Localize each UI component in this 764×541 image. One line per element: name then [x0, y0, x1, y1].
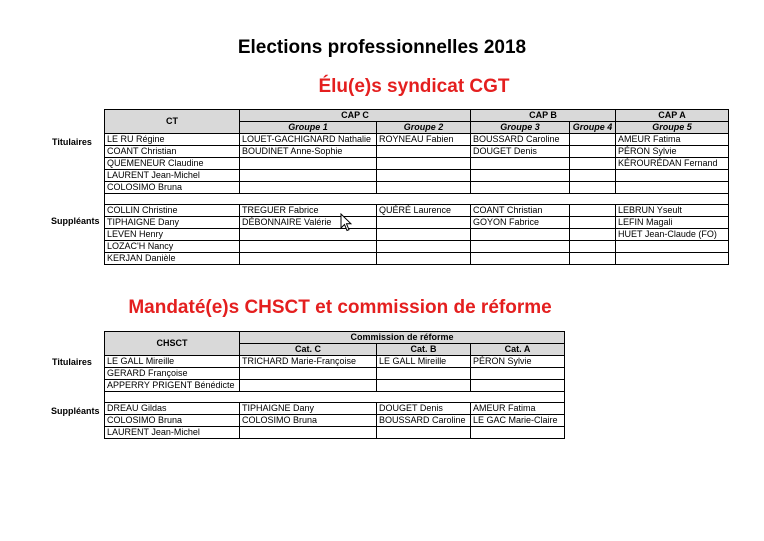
table-cell	[377, 158, 471, 170]
cgt-elected-table	[104, 109, 729, 265]
spacer-cell	[105, 392, 565, 403]
header-chsct: CHSCT	[105, 332, 240, 356]
table-row	[105, 217, 729, 229]
table-cell	[570, 253, 616, 265]
header-cat-a: Cat. A	[471, 344, 565, 356]
label-titulaires-chsct: Titulaires	[52, 357, 92, 367]
table-cell	[240, 427, 377, 439]
table-cell	[471, 229, 570, 241]
table-cell: HUET Jean-Claude (FO)	[616, 229, 729, 241]
table-cell	[240, 368, 377, 380]
table-cell: DREAU Gildas	[105, 403, 240, 415]
table-cell: LAURENT Jean-Michel	[105, 170, 240, 182]
table-cell	[616, 182, 729, 194]
table-cell	[471, 380, 565, 392]
header-groupe-2: Groupe 2	[377, 122, 471, 134]
table-cell: BOUSSARD Caroline	[471, 134, 570, 146]
chsct-table	[104, 331, 565, 439]
table-cell: COLLIN Christine	[105, 205, 240, 217]
table-cell	[471, 170, 570, 182]
table-cell: LEBRUN Yseult	[616, 205, 729, 217]
table-cell	[240, 241, 377, 253]
table-cell: LE GALL Mireille	[105, 356, 240, 368]
header-cap-c: CAP C	[240, 110, 471, 122]
table-cell: AMEUR Fatima	[616, 134, 729, 146]
table-cell	[471, 241, 570, 253]
table-cell: KÉROURÉDAN Fernand	[616, 158, 729, 170]
header-cat-c: Cat. C	[240, 344, 377, 356]
table-cell	[377, 229, 471, 241]
header-ct: CT	[105, 110, 240, 134]
table-cell	[377, 253, 471, 265]
label-titulaires: Titulaires	[52, 137, 92, 147]
table-row	[105, 380, 565, 392]
table-row	[105, 134, 729, 146]
table-cell: GOYON Fabrice	[471, 217, 570, 229]
table-row	[105, 427, 565, 439]
document-title: Elections professionnelles 2018	[237, 37, 527, 58]
header-groupe-1: Groupe 1	[240, 122, 377, 134]
table-cell	[377, 217, 471, 229]
table-row	[105, 158, 729, 170]
table-cell	[240, 158, 377, 170]
table-row	[105, 415, 565, 427]
table-cell	[570, 229, 616, 241]
table-cell: TIPHAIGNE Dany	[105, 217, 240, 229]
table-cell: COLOSIMO Bruna	[105, 182, 240, 194]
table-cell	[471, 158, 570, 170]
table-cell: GERARD Françoise	[105, 368, 240, 380]
table-cell	[570, 205, 616, 217]
table-cell: PÉRON Sylvie	[471, 356, 565, 368]
header-groupe-5: Groupe 5	[616, 122, 729, 134]
table-cell	[377, 368, 471, 380]
header-groupe-4: Groupe 4	[570, 122, 616, 134]
table-cell: APPERRY PRIGENT Bénédicte	[105, 380, 240, 392]
table-cell: COLOSIMO Bruna	[240, 415, 377, 427]
table-cell	[570, 146, 616, 158]
table-cell: LOUET-GACHIGNARD Nathalie	[240, 134, 377, 146]
table-row	[105, 170, 729, 182]
header-cap-a: CAP A	[616, 110, 729, 122]
table-cell: LOZAC'H Nancy	[105, 241, 240, 253]
table-cell: AMEUR Fatima	[471, 403, 565, 415]
label-suppleants: Suppléants	[51, 216, 100, 226]
table-cell	[377, 170, 471, 182]
table-cell: QUEMENEUR Claudine	[105, 158, 240, 170]
header-cap-b: CAP B	[471, 110, 616, 122]
mouse-pointer-icon	[340, 213, 352, 232]
table-cell: LEFIN Magali	[616, 217, 729, 229]
table-cell	[471, 253, 570, 265]
table-cell	[570, 170, 616, 182]
table-cell	[616, 241, 729, 253]
table-cell: COANT Christian	[105, 146, 240, 158]
table-cell	[570, 158, 616, 170]
table-cell	[240, 380, 377, 392]
table-cell: DOUGET Denis	[471, 146, 570, 158]
section-title-chsct: Mandaté(e)s CHSCT et commission de réforme	[128, 297, 552, 318]
table-cell	[471, 427, 565, 439]
table-row	[105, 229, 729, 241]
table-cell	[377, 427, 471, 439]
table-cell: LE RU Régine	[105, 134, 240, 146]
table-cell: BOUDINET Anne-Sophie	[240, 146, 377, 158]
spacer-row	[105, 194, 729, 205]
table-cell	[570, 134, 616, 146]
table-cell: PÉRON Sylvie	[616, 146, 729, 158]
table-cell: DOUGET Denis	[377, 403, 471, 415]
table-cell	[240, 253, 377, 265]
table-cell: LAURENT Jean-Michel	[105, 427, 240, 439]
table-cell: TREGUER Fabrice	[240, 205, 377, 217]
table-cell: LEVEN Henry	[105, 229, 240, 241]
table-cell: KERJAN Danièle	[105, 253, 240, 265]
header-cat-b: Cat. B	[377, 344, 471, 356]
table-cell	[240, 182, 377, 194]
table-cell: QUÉRÉ Laurence	[377, 205, 471, 217]
table-row	[105, 253, 729, 265]
table-cell: BOUSSARD Caroline	[377, 415, 471, 427]
table-row	[105, 356, 565, 368]
table-cell	[377, 241, 471, 253]
table-row	[105, 182, 729, 194]
table-cell: LE GALL Mireille	[377, 356, 471, 368]
label-suppleants-chsct: Suppléants	[51, 406, 100, 416]
spacer-row	[105, 392, 565, 403]
table-cell	[240, 229, 377, 241]
table-cell: LE GAC Marie-Claire	[471, 415, 565, 427]
table-cell	[616, 170, 729, 182]
spacer-cell	[105, 194, 729, 205]
table-row	[105, 403, 565, 415]
table-cell	[471, 368, 565, 380]
header-commission: Commission de réforme	[240, 332, 565, 344]
table-cell	[570, 182, 616, 194]
table-row	[105, 368, 565, 380]
table-cell	[377, 146, 471, 158]
table-cell: ROYNEAU Fabien	[377, 134, 471, 146]
table-row	[105, 241, 729, 253]
table-cell: DÉBONNAIRE Valérie	[240, 217, 377, 229]
table-cell: TRICHARD Marie-Françoise	[240, 356, 377, 368]
table-cell	[570, 217, 616, 229]
table-cell	[240, 170, 377, 182]
header-groupe-3: Groupe 3	[471, 122, 570, 134]
table-cell	[377, 182, 471, 194]
table-cell	[377, 380, 471, 392]
table-cell: COANT Christian	[471, 205, 570, 217]
table-cell	[616, 253, 729, 265]
table-row	[105, 205, 729, 217]
table-cell	[570, 241, 616, 253]
section-title-elus: Élu(e)s syndicat CGT	[318, 76, 510, 97]
table-cell: COLOSIMO Bruna	[105, 415, 240, 427]
table-row	[105, 146, 729, 158]
table-cell: TIPHAIGNE Dany	[240, 403, 377, 415]
table-cell	[471, 182, 570, 194]
